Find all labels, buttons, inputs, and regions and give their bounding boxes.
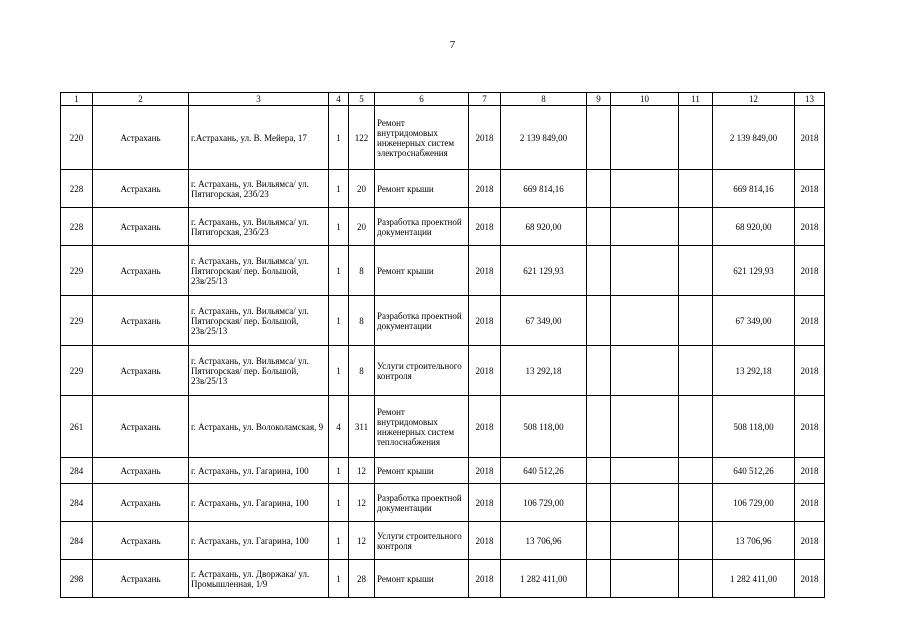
year-cell: 2018 — [469, 346, 501, 396]
total-amount-cell: 1 282 411,00 — [713, 560, 795, 598]
col9-cell — [587, 458, 611, 484]
column-header-6: 6 — [375, 93, 469, 106]
col5-cell: 8 — [349, 296, 375, 346]
amount-cell: 13 292,18 — [501, 346, 587, 396]
completion-year-cell: 2018 — [795, 346, 825, 396]
completion-year-cell: 2018 — [795, 560, 825, 598]
col10-cell — [611, 522, 679, 560]
work-type-cell: Ремонт внутридомовых инженерных систем теплоснабжения — [375, 396, 469, 458]
amount-cell: 67 349,00 — [501, 296, 587, 346]
col10-cell — [611, 208, 679, 246]
completion-year-cell: 2018 — [795, 208, 825, 246]
column-header-12: 12 — [713, 93, 795, 106]
amount-cell: 640 512,26 — [501, 458, 587, 484]
col9-cell — [587, 170, 611, 208]
completion-year-cell: 2018 — [795, 396, 825, 458]
address-cell: г. Астрахань, ул. Гагарина, 100 — [189, 458, 329, 484]
table-row — [61, 106, 825, 170]
column-header-13: 13 — [795, 93, 825, 106]
address-cell: г. Астрахань, ул. Вильямса/ ул. Пятигорская/ пер. Большой, 23в/25/13 — [189, 246, 329, 296]
col5-cell: 20 — [349, 170, 375, 208]
address-cell: г. Астрахань, ул. Гагарина, 100 — [189, 484, 329, 522]
amount-cell: 2 139 849,00 — [501, 106, 587, 170]
row-number: 229 — [61, 346, 93, 396]
column-header-3: 3 — [189, 93, 329, 106]
col11-cell — [679, 522, 713, 560]
col10-cell — [611, 296, 679, 346]
work-type-cell: Разработка проектной документации — [375, 484, 469, 522]
total-amount-cell: 13 706,96 — [713, 522, 795, 560]
column-header-7: 7 — [469, 93, 501, 106]
address-cell: г. Астрахань, ул. Гагарина, 100 — [189, 522, 329, 560]
amount-cell: 508 118,00 — [501, 396, 587, 458]
total-amount-cell: 13 292,18 — [713, 346, 795, 396]
col9-cell — [587, 246, 611, 296]
col5-cell: 12 — [349, 522, 375, 560]
col5-cell: 12 — [349, 458, 375, 484]
col11-cell — [679, 396, 713, 458]
work-type-cell: Разработка проектной документации — [375, 296, 469, 346]
col9-cell — [587, 560, 611, 598]
work-type-cell: Ремонт крыши — [375, 458, 469, 484]
work-type-cell: Ремонт крыши — [375, 246, 469, 296]
col5-cell: 12 — [349, 484, 375, 522]
row-number: 229 — [61, 246, 93, 296]
city-cell: Астрахань — [93, 106, 189, 170]
col10-cell — [611, 170, 679, 208]
amount-cell: 13 706,96 — [501, 522, 587, 560]
col11-cell — [679, 458, 713, 484]
city-cell: Астрахань — [93, 296, 189, 346]
year-cell: 2018 — [469, 246, 501, 296]
row-number: 261 — [61, 396, 93, 458]
col11-cell — [679, 560, 713, 598]
work-type-cell: Разработка проектной документации — [375, 208, 469, 246]
city-cell: Астрахань — [93, 458, 189, 484]
completion-year-cell: 2018 — [795, 296, 825, 346]
address-cell: г.Астрахань, ул. В. Мейера, 17 — [189, 106, 329, 170]
address-cell: г. Астрахань, ул. Волоколамская, 9 — [189, 396, 329, 458]
address-cell: г. Астрахань, ул. Вильямса/ ул. Пятигорская/ пер. Большой, 23в/25/13 — [189, 346, 329, 396]
col4-cell: 1 — [329, 106, 349, 170]
total-amount-cell: 106 729,00 — [713, 484, 795, 522]
work-type-cell: Услуги строительного контроля — [375, 522, 469, 560]
col5-cell: 8 — [349, 246, 375, 296]
year-cell: 2018 — [469, 396, 501, 458]
year-cell: 2018 — [469, 296, 501, 346]
col4-cell: 1 — [329, 458, 349, 484]
col4-cell: 1 — [329, 170, 349, 208]
table-body — [61, 106, 825, 598]
year-cell: 2018 — [469, 208, 501, 246]
col9-cell — [587, 208, 611, 246]
total-amount-cell: 621 129,93 — [713, 246, 795, 296]
table-row — [61, 396, 825, 458]
col11-cell — [679, 296, 713, 346]
col9-cell — [587, 346, 611, 396]
row-number: 229 — [61, 296, 93, 346]
col9-cell — [587, 396, 611, 458]
col11-cell — [679, 208, 713, 246]
col11-cell — [679, 246, 713, 296]
table-row — [61, 208, 825, 246]
row-number: 228 — [61, 170, 93, 208]
table-row — [61, 458, 825, 484]
col10-cell — [611, 396, 679, 458]
year-cell: 2018 — [469, 560, 501, 598]
col11-cell — [679, 170, 713, 208]
completion-year-cell: 2018 — [795, 458, 825, 484]
city-cell: Астрахань — [93, 346, 189, 396]
col4-cell: 1 — [329, 346, 349, 396]
amount-cell: 106 729,00 — [501, 484, 587, 522]
amount-cell: 621 129,93 — [501, 246, 587, 296]
completion-year-cell: 2018 — [795, 246, 825, 296]
completion-year-cell: 2018 — [795, 484, 825, 522]
address-cell: г. Астрахань, ул. Вильямса/ ул. Пятигорская, 23б/23 — [189, 208, 329, 246]
completion-year-cell: 2018 — [795, 522, 825, 560]
column-header-11: 11 — [679, 93, 713, 106]
address-cell: г. Астрахань, ул. Вильямса/ ул. Пятигорская, 23б/23 — [189, 170, 329, 208]
city-cell: Астрахань — [93, 484, 189, 522]
col9-cell — [587, 484, 611, 522]
col10-cell — [611, 560, 679, 598]
city-cell: Астрахань — [93, 170, 189, 208]
table-row — [61, 296, 825, 346]
address-cell: г. Астрахань, ул. Дворжака/ ул. Промышленная, 1/9 — [189, 560, 329, 598]
city-cell: Астрахань — [93, 208, 189, 246]
header-row — [61, 93, 825, 106]
col10-cell — [611, 484, 679, 522]
row-number: 284 — [61, 484, 93, 522]
col4-cell: 1 — [329, 246, 349, 296]
city-cell: Астрахань — [93, 396, 189, 458]
city-cell: Астрахань — [93, 246, 189, 296]
row-number: 284 — [61, 458, 93, 484]
table-row — [61, 346, 825, 396]
row-number: 284 — [61, 522, 93, 560]
column-header-9: 9 — [587, 93, 611, 106]
total-amount-cell: 67 349,00 — [713, 296, 795, 346]
column-header-10: 10 — [611, 93, 679, 106]
col9-cell — [587, 106, 611, 170]
table-row — [61, 170, 825, 208]
col10-cell — [611, 458, 679, 484]
total-amount-cell: 2 139 849,00 — [713, 106, 795, 170]
row-number: 228 — [61, 208, 93, 246]
col10-cell — [611, 346, 679, 396]
col10-cell — [611, 246, 679, 296]
total-amount-cell: 508 118,00 — [713, 396, 795, 458]
address-cell: г. Астрахань, ул. Вильямса/ ул. Пятигорская/ пер. Большой, 23в/25/13 — [189, 296, 329, 346]
col4-cell: 4 — [329, 396, 349, 458]
col10-cell — [611, 106, 679, 170]
table-row — [61, 522, 825, 560]
table-row — [61, 560, 825, 598]
amount-cell: 669 814,16 — [501, 170, 587, 208]
col4-cell: 1 — [329, 484, 349, 522]
col9-cell — [587, 296, 611, 346]
amount-cell: 1 282 411,00 — [501, 560, 587, 598]
col4-cell: 1 — [329, 296, 349, 346]
col11-cell — [679, 106, 713, 170]
year-cell: 2018 — [469, 484, 501, 522]
column-header-1: 1 — [61, 93, 93, 106]
col5-cell: 311 — [349, 396, 375, 458]
works-table — [60, 92, 825, 598]
row-number: 298 — [61, 560, 93, 598]
year-cell: 2018 — [469, 522, 501, 560]
total-amount-cell: 640 512,26 — [713, 458, 795, 484]
completion-year-cell: 2018 — [795, 170, 825, 208]
column-header-8: 8 — [501, 93, 587, 106]
column-header-5: 5 — [349, 93, 375, 106]
year-cell: 2018 — [469, 170, 501, 208]
city-cell: Астрахань — [93, 560, 189, 598]
work-type-cell: Услуги строительного контроля — [375, 346, 469, 396]
year-cell: 2018 — [469, 106, 501, 170]
col4-cell: 1 — [329, 560, 349, 598]
table-row — [61, 484, 825, 522]
completion-year-cell: 2018 — [795, 106, 825, 170]
amount-cell: 68 920,00 — [501, 208, 587, 246]
column-header-2: 2 — [93, 93, 189, 106]
page-number: 7 — [449, 39, 456, 51]
total-amount-cell: 669 814,16 — [713, 170, 795, 208]
year-cell: 2018 — [469, 458, 501, 484]
total-amount-cell: 68 920,00 — [713, 208, 795, 246]
col5-cell: 28 — [349, 560, 375, 598]
work-type-cell: Ремонт крыши — [375, 170, 469, 208]
table-row — [61, 246, 825, 296]
work-type-cell: Ремонт крыши — [375, 560, 469, 598]
col9-cell — [587, 522, 611, 560]
col4-cell: 1 — [329, 522, 349, 560]
col11-cell — [679, 346, 713, 396]
column-header-4: 4 — [329, 93, 349, 106]
col5-cell: 8 — [349, 346, 375, 396]
col4-cell: 1 — [329, 208, 349, 246]
row-number: 220 — [61, 106, 93, 170]
city-cell: Астрахань — [93, 522, 189, 560]
col5-cell: 20 — [349, 208, 375, 246]
col5-cell: 122 — [349, 106, 375, 170]
work-type-cell: Ремонт внутридомовых инженерных систем электроснабжения — [375, 106, 469, 170]
col11-cell — [679, 484, 713, 522]
